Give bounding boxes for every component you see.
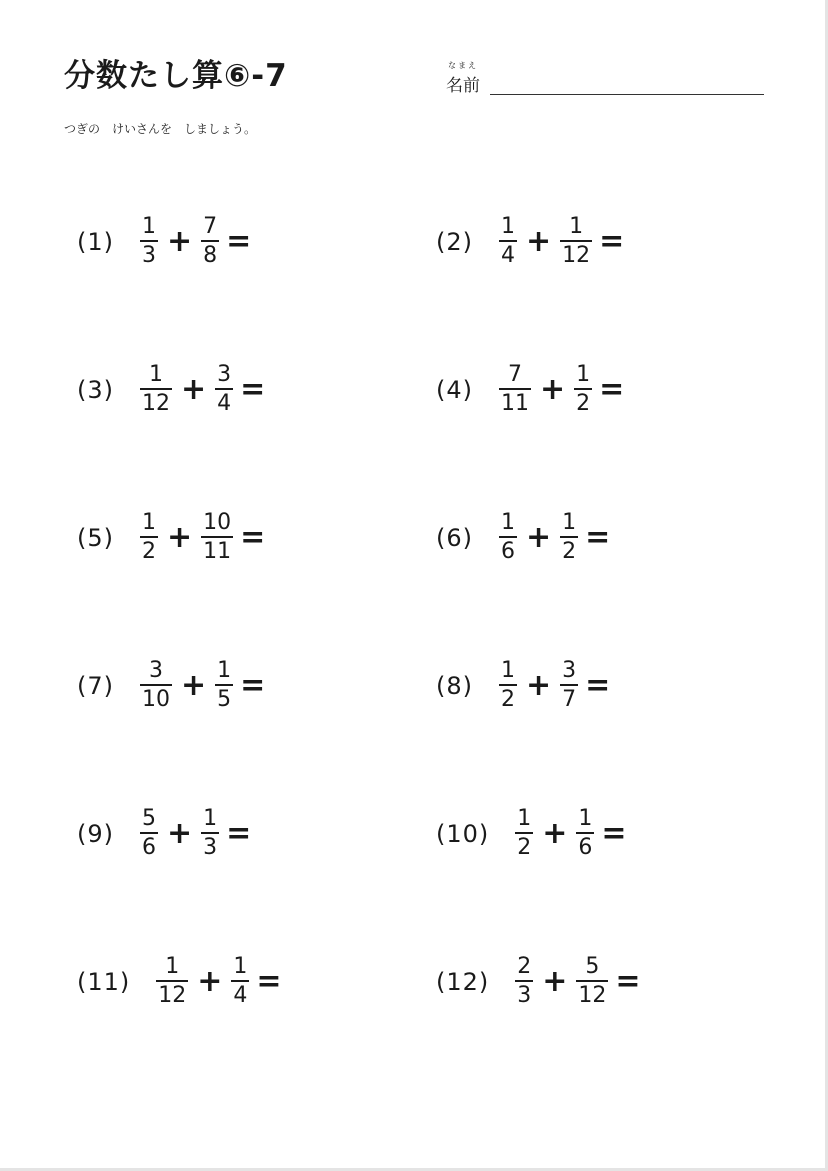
problem-number: (4) xyxy=(436,375,473,404)
plus-operator: + xyxy=(167,224,193,259)
problem-number: (12) xyxy=(436,967,490,996)
numerator: 1 xyxy=(501,214,515,239)
plus-operator: + xyxy=(540,372,566,407)
denominator: 2 xyxy=(142,539,156,564)
fraction-bar xyxy=(201,832,219,834)
denominator: 4 xyxy=(233,983,248,1008)
denominator: 6 xyxy=(578,835,593,860)
plus-operator: + xyxy=(526,668,552,703)
denominator: 2 xyxy=(576,391,591,416)
problem-1 xyxy=(77,216,251,267)
fraction-bar xyxy=(560,240,592,242)
name-label: 名前 xyxy=(446,76,480,96)
plus-operator: + xyxy=(542,816,568,851)
fraction xyxy=(201,512,233,563)
fraction-bar xyxy=(140,832,158,834)
plus-operator: + xyxy=(181,372,207,407)
fraction-bar xyxy=(560,536,578,538)
problem-10 xyxy=(436,808,627,859)
numerator: 1 xyxy=(203,806,218,831)
equals-sign: = xyxy=(585,520,611,555)
fraction xyxy=(156,956,188,1007)
fraction-bar xyxy=(576,980,608,982)
equals-sign: = xyxy=(585,668,611,703)
numerator: 3 xyxy=(149,658,163,683)
denominator: 7 xyxy=(562,687,577,712)
numerator: 1 xyxy=(217,658,232,683)
numerator: 3 xyxy=(562,658,577,683)
numerator: 1 xyxy=(165,954,180,979)
fraction-bar xyxy=(576,832,594,834)
numerator: 1 xyxy=(233,954,248,979)
numerator: 1 xyxy=(576,362,591,387)
numerator: 10 xyxy=(203,510,232,535)
fraction-bar xyxy=(574,388,592,390)
plus-operator: + xyxy=(542,964,568,999)
denominator: 2 xyxy=(501,687,515,712)
name-input-line[interactable] xyxy=(490,94,764,95)
problem-number: (5) xyxy=(77,523,114,552)
fraction xyxy=(576,808,594,859)
fraction xyxy=(515,956,533,1007)
problem-9 xyxy=(77,808,251,859)
fraction xyxy=(515,808,533,859)
numerator: 1 xyxy=(562,510,577,535)
problem-3 xyxy=(77,364,265,415)
fraction-bar xyxy=(156,980,188,982)
equals-sign: = xyxy=(240,668,266,703)
fraction xyxy=(140,660,172,711)
fraction-bar xyxy=(140,684,172,686)
page-title: 分数たし算⑥-7 xyxy=(64,58,288,94)
numerator: 1 xyxy=(569,214,584,239)
fraction xyxy=(574,364,592,415)
equals-sign: = xyxy=(256,964,282,999)
fraction xyxy=(140,216,158,267)
numerator: 1 xyxy=(517,806,532,831)
fraction-bar xyxy=(215,684,233,686)
denominator: 10 xyxy=(142,687,170,712)
fraction xyxy=(215,660,233,711)
fraction-bar xyxy=(515,832,533,834)
problem-number: (10) xyxy=(436,819,490,848)
denominator: 8 xyxy=(203,243,218,268)
equals-sign: = xyxy=(599,372,625,407)
denominator: 12 xyxy=(578,983,607,1008)
numerator: 1 xyxy=(142,214,156,239)
problem-5 xyxy=(77,512,265,563)
denominator: 3 xyxy=(203,835,218,860)
problem-number: (1) xyxy=(77,227,114,256)
equals-sign: = xyxy=(615,964,641,999)
fraction-bar xyxy=(499,536,517,538)
denominator: 2 xyxy=(517,835,532,860)
equals-sign: = xyxy=(240,372,266,407)
plus-operator: + xyxy=(526,520,552,555)
fraction xyxy=(215,364,233,415)
fraction xyxy=(140,512,158,563)
problem-4 xyxy=(436,364,624,415)
denominator: 3 xyxy=(142,243,156,268)
fraction xyxy=(560,660,578,711)
fraction xyxy=(201,808,219,859)
fraction xyxy=(140,364,172,415)
problem-12 xyxy=(436,956,641,1007)
fraction-bar xyxy=(499,684,517,686)
fraction xyxy=(499,216,517,267)
problem-number: (8) xyxy=(436,671,473,700)
fraction-bar xyxy=(231,980,249,982)
fraction-bar xyxy=(201,240,219,242)
problem-number: (6) xyxy=(436,523,473,552)
denominator: 12 xyxy=(142,391,170,416)
fraction-bar xyxy=(201,536,233,538)
name-field xyxy=(446,60,766,100)
name-furigana: なまえ xyxy=(448,61,478,70)
problem-7 xyxy=(77,660,265,711)
equals-sign: = xyxy=(599,224,625,259)
numerator: 1 xyxy=(501,658,515,683)
fraction-bar xyxy=(560,684,578,686)
plus-operator: + xyxy=(167,816,193,851)
numerator: 1 xyxy=(501,510,515,535)
fraction xyxy=(499,364,531,415)
equals-sign: = xyxy=(601,816,627,851)
fraction xyxy=(560,216,592,267)
fraction xyxy=(560,512,578,563)
fraction-bar xyxy=(140,240,158,242)
denominator: 12 xyxy=(562,243,591,268)
fraction xyxy=(231,956,249,1007)
numerator: 2 xyxy=(517,954,532,979)
problem-11 xyxy=(77,956,282,1007)
problem-number: (3) xyxy=(77,375,114,404)
numerator: 3 xyxy=(217,362,232,387)
numerator: 1 xyxy=(142,510,156,535)
equals-sign: = xyxy=(226,224,252,259)
plus-operator: + xyxy=(526,224,552,259)
fraction-bar xyxy=(515,980,533,982)
plus-operator: + xyxy=(181,668,207,703)
fraction xyxy=(201,216,219,267)
numerator: 7 xyxy=(203,214,218,239)
fraction-bar xyxy=(140,536,158,538)
equals-sign: = xyxy=(226,816,252,851)
fraction-bar xyxy=(140,388,172,390)
plus-operator: + xyxy=(167,520,193,555)
problem-8 xyxy=(436,660,610,711)
denominator: 4 xyxy=(217,391,232,416)
fraction-bar xyxy=(499,388,531,390)
denominator: 5 xyxy=(217,687,232,712)
numerator: 5 xyxy=(142,806,156,831)
numerator: 1 xyxy=(149,362,163,387)
fraction-bar xyxy=(499,240,517,242)
fraction xyxy=(499,660,517,711)
numerator: 7 xyxy=(508,362,522,387)
plus-operator: + xyxy=(197,964,223,999)
denominator: 6 xyxy=(142,835,156,860)
instruction-text: つぎの けいさんを しましょう。 xyxy=(64,122,257,136)
problem-2 xyxy=(436,216,624,267)
problem-number: (9) xyxy=(77,819,114,848)
denominator: 6 xyxy=(501,539,515,564)
fraction xyxy=(499,512,517,563)
equals-sign: = xyxy=(240,520,266,555)
problem-6 xyxy=(436,512,610,563)
problem-number: (7) xyxy=(77,671,114,700)
denominator: 11 xyxy=(203,539,232,564)
denominator: 2 xyxy=(562,539,577,564)
fraction-bar xyxy=(215,388,233,390)
denominator: 12 xyxy=(158,983,187,1008)
denominator: 3 xyxy=(517,983,532,1008)
problem-number: (11) xyxy=(77,967,131,996)
denominator: 4 xyxy=(501,243,515,268)
fraction xyxy=(576,956,608,1007)
numerator: 1 xyxy=(578,806,593,831)
numerator: 5 xyxy=(585,954,600,979)
denominator: 11 xyxy=(501,391,529,416)
fraction xyxy=(140,808,158,859)
problem-number: (2) xyxy=(436,227,473,256)
